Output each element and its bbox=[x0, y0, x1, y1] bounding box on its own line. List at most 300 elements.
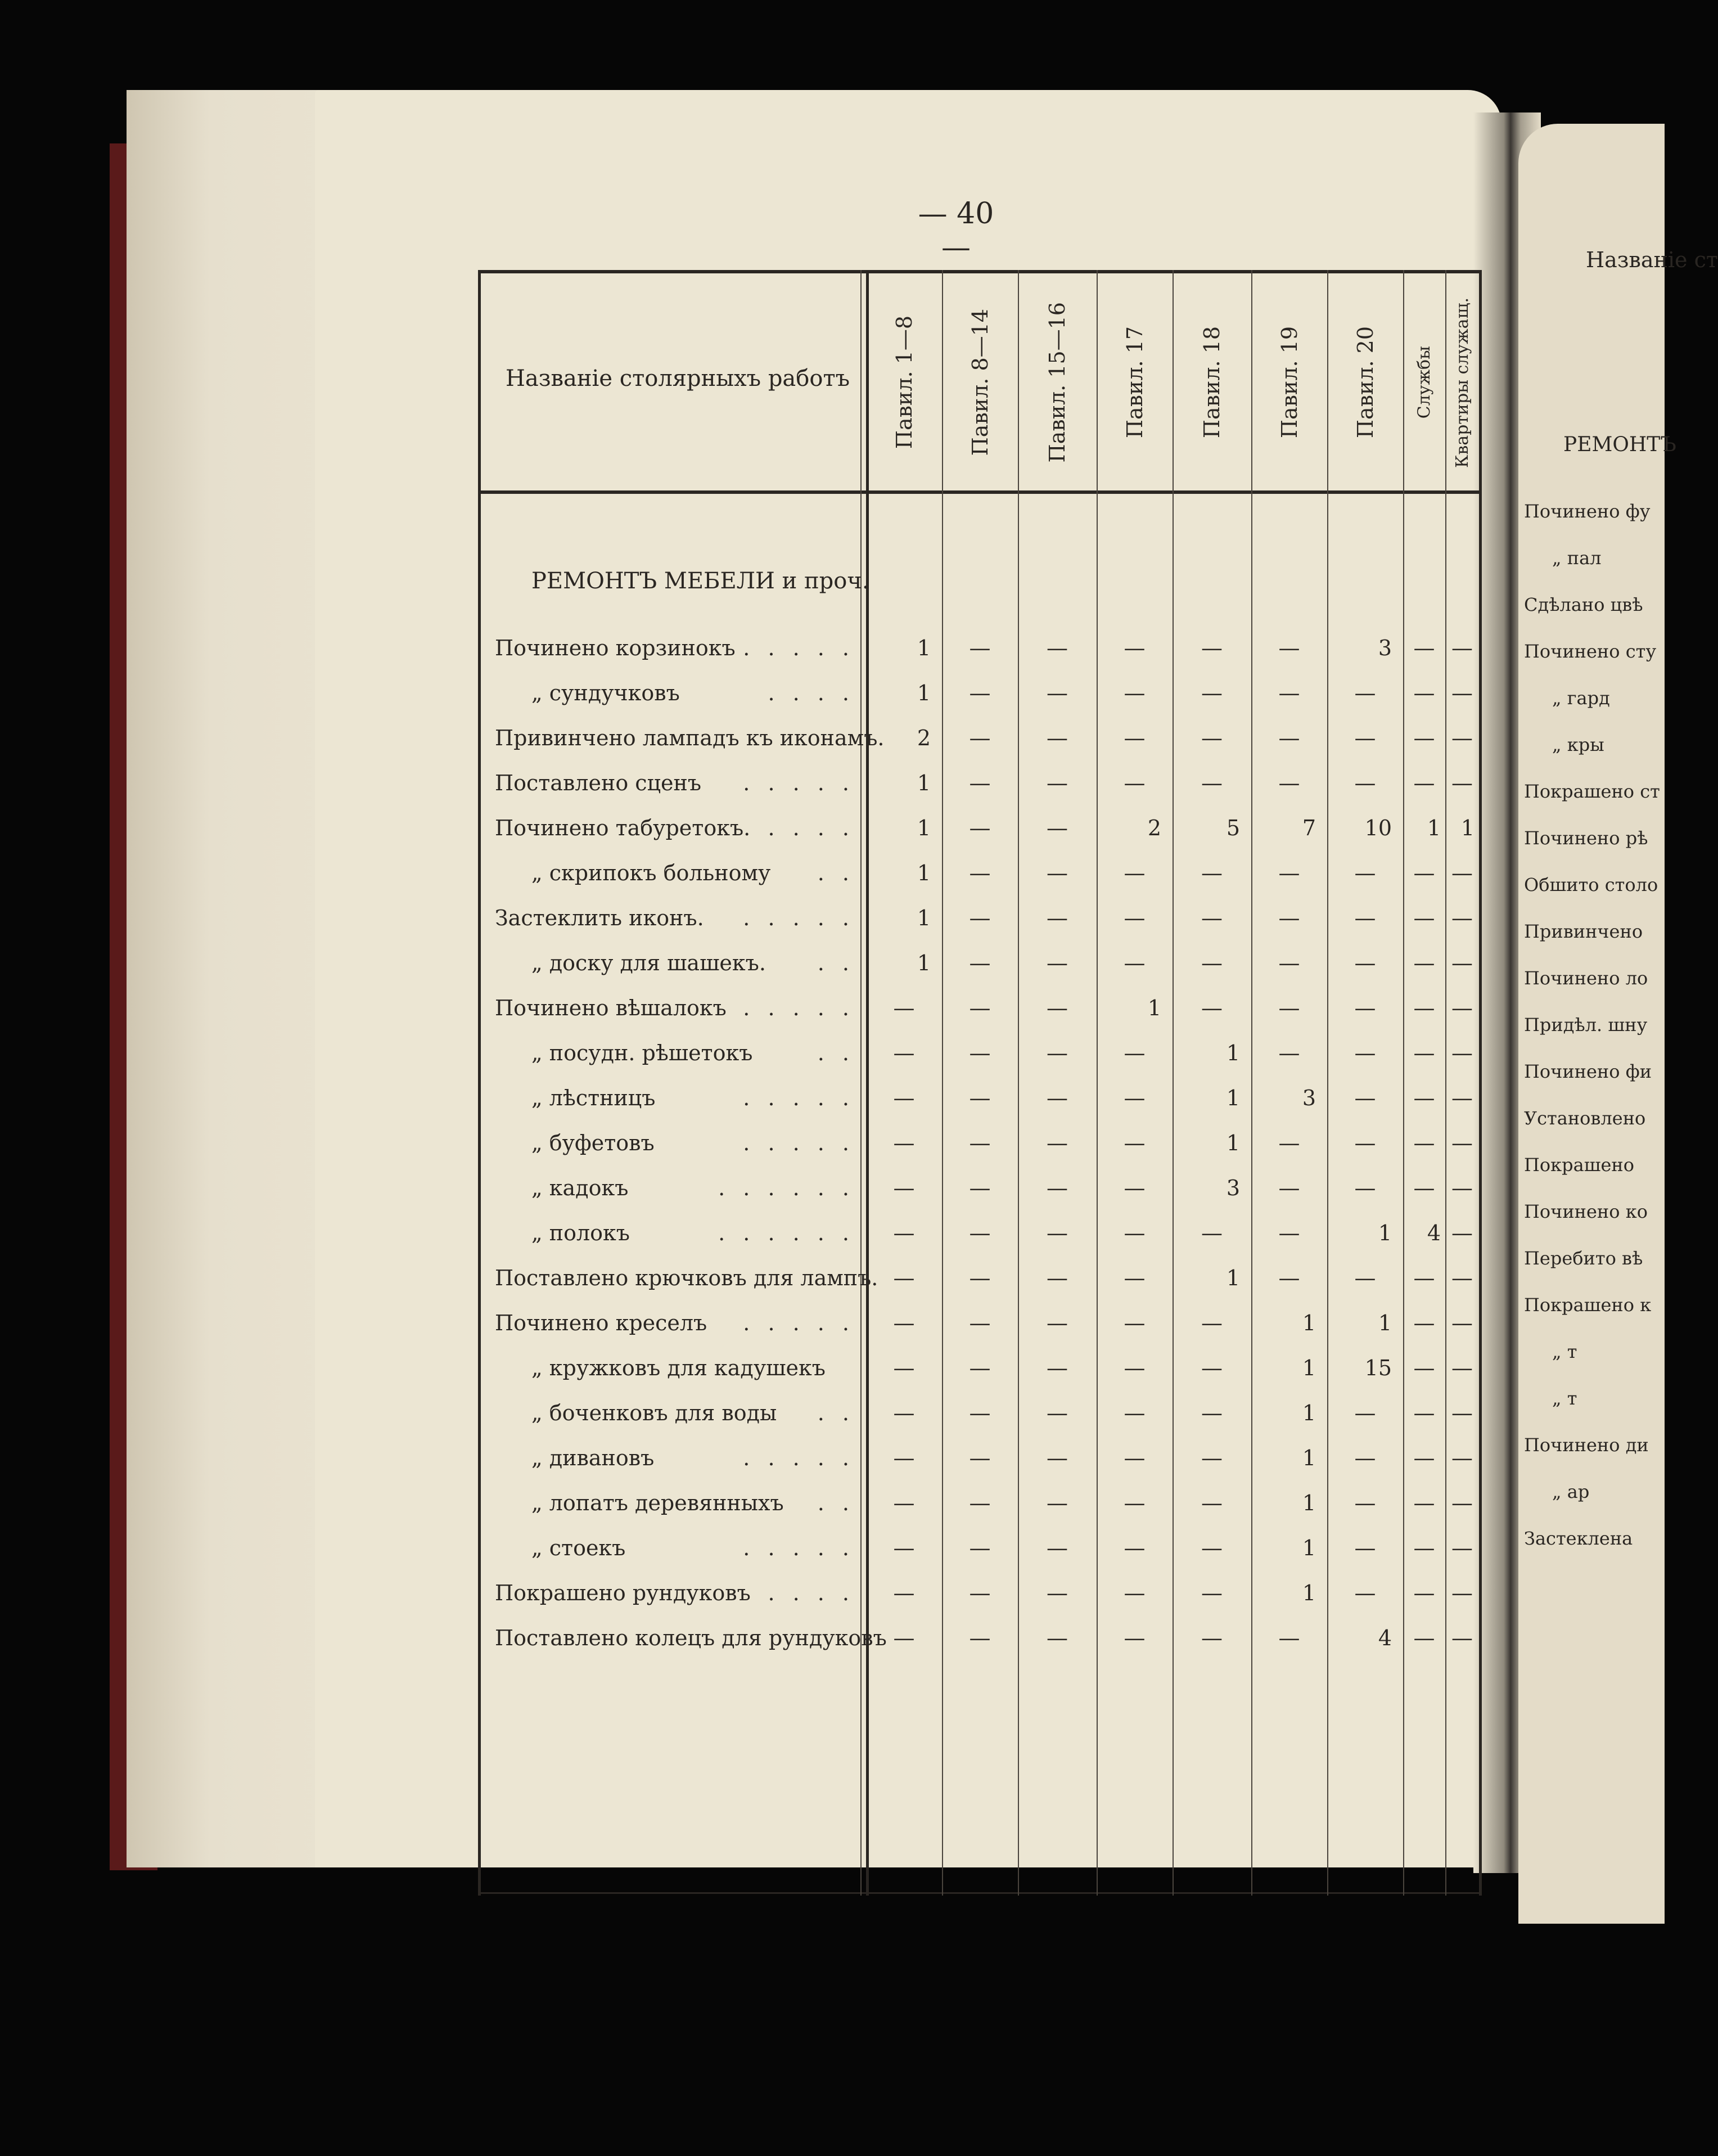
table-cell: — bbox=[969, 1176, 991, 1200]
page-edges bbox=[127, 90, 335, 1867]
header-rule bbox=[478, 490, 1482, 494]
table-cell: — bbox=[893, 1491, 915, 1515]
table-cell: — bbox=[1047, 816, 1068, 840]
table-cell: — bbox=[1354, 1266, 1376, 1290]
column-header-label: Службы bbox=[1414, 346, 1434, 419]
table-cell: — bbox=[1124, 1581, 1146, 1605]
right-page-row-label: Покрашено ст bbox=[1524, 781, 1660, 802]
table-cell: — bbox=[1413, 636, 1435, 660]
table-cell: — bbox=[1124, 726, 1146, 750]
table-cell: 1 bbox=[917, 816, 931, 840]
row-label: „ полокъ bbox=[531, 1221, 630, 1245]
table-cell: — bbox=[1354, 1131, 1376, 1155]
table-cell: — bbox=[1451, 726, 1473, 750]
table-cell: — bbox=[1124, 1536, 1146, 1560]
table-cell: — bbox=[1124, 1356, 1146, 1380]
table-cell: — bbox=[1354, 1491, 1376, 1515]
row-label: Застеклить иконъ. bbox=[495, 906, 704, 930]
table-cell: — bbox=[893, 996, 915, 1020]
table-cell: — bbox=[1354, 861, 1376, 885]
column-header bbox=[1018, 287, 1097, 478]
column-header bbox=[1173, 287, 1251, 478]
table-cell: — bbox=[1413, 861, 1435, 885]
leader-dots: . . . . . bbox=[743, 1446, 855, 1470]
table-cell: — bbox=[1278, 726, 1300, 750]
table-cell: 1 bbox=[917, 681, 931, 705]
table-cell: — bbox=[1124, 906, 1146, 930]
table-cell: — bbox=[969, 636, 991, 660]
table-cell: — bbox=[893, 1536, 915, 1560]
table-cell: — bbox=[969, 1041, 991, 1065]
right-page-row-label: Установлено bbox=[1524, 1108, 1646, 1129]
table-cell: — bbox=[1047, 1536, 1068, 1560]
right-page-row-label: „ ар bbox=[1552, 1481, 1590, 1502]
table-cell: 1 bbox=[1147, 996, 1161, 1020]
name-column-header: Названіе столярныхъ работъ bbox=[505, 366, 850, 391]
table-cell: 1 bbox=[1427, 816, 1441, 840]
right-page-row-label: Починено ло bbox=[1524, 967, 1648, 989]
leader-dots: . . bbox=[817, 951, 855, 975]
table-cell: 1 bbox=[1226, 1266, 1240, 1290]
column-header bbox=[866, 287, 942, 478]
table-cell: 1 bbox=[1302, 1581, 1316, 1605]
table-row bbox=[478, 1536, 1482, 1581]
section-title: РЕМОНТЪ МЕБЕЛИ и проч. bbox=[531, 568, 869, 594]
table-cell: — bbox=[1413, 1266, 1435, 1290]
table-cell: — bbox=[1201, 636, 1223, 660]
table-cell: — bbox=[969, 816, 991, 840]
table-cell: 1 bbox=[917, 906, 931, 930]
table-cell: — bbox=[969, 1446, 991, 1470]
table-cell: — bbox=[1413, 1041, 1435, 1065]
table-cell: — bbox=[1201, 681, 1223, 705]
table-cell: — bbox=[1047, 996, 1068, 1020]
table-cell: 10 bbox=[1364, 816, 1392, 840]
table-cell: — bbox=[1124, 1176, 1146, 1200]
table-cell: — bbox=[1124, 951, 1146, 975]
right-page-row-label: Починено фи bbox=[1524, 1061, 1652, 1082]
table-cell: — bbox=[1201, 861, 1223, 885]
table-cell: — bbox=[1451, 1356, 1473, 1380]
right-page-row-label: Покрашено к bbox=[1524, 1294, 1652, 1316]
table-cell: 1 bbox=[1302, 1356, 1316, 1380]
right-page-row-label: Обшито столо bbox=[1524, 874, 1658, 895]
right-page-row-label: „ пал bbox=[1552, 547, 1602, 569]
table-cell: — bbox=[1354, 726, 1376, 750]
table-cell: — bbox=[1124, 1086, 1146, 1110]
table-cell: — bbox=[1278, 1041, 1300, 1065]
table-cell: — bbox=[1451, 1311, 1473, 1335]
table-cell: 1 bbox=[917, 771, 931, 795]
right-page-row-label: Починено фу bbox=[1524, 501, 1651, 522]
table-row bbox=[478, 996, 1482, 1041]
column-header-label: Павил. 8—14 bbox=[967, 309, 993, 456]
right-page-row-label: Починено ко bbox=[1524, 1201, 1648, 1222]
leader-dots: . . . . . bbox=[743, 906, 855, 930]
table-cell: — bbox=[1354, 771, 1376, 795]
table-cell: 7 bbox=[1302, 816, 1316, 840]
table-cell: 15 bbox=[1364, 1356, 1392, 1380]
table-cell: — bbox=[1451, 1041, 1473, 1065]
table-cell: — bbox=[893, 1311, 915, 1335]
column-header bbox=[942, 287, 1018, 478]
table-row bbox=[478, 1356, 1482, 1401]
row-label: „ кружковъ для кадушекъ bbox=[531, 1356, 826, 1380]
leader-dots: . . . . . . bbox=[718, 1221, 855, 1245]
table-cell: — bbox=[1047, 1176, 1068, 1200]
table-cell: — bbox=[1201, 771, 1223, 795]
table-cell: — bbox=[1451, 996, 1473, 1020]
table-cell: — bbox=[969, 1491, 991, 1515]
table-row bbox=[478, 951, 1482, 996]
table-cell: — bbox=[1047, 906, 1068, 930]
table-cell: — bbox=[1451, 636, 1473, 660]
row-label: Починено креселъ bbox=[495, 1311, 707, 1335]
row-label: „ дивановъ bbox=[531, 1446, 655, 1470]
table-cell: — bbox=[1354, 1536, 1376, 1560]
table-cell: 4 bbox=[1427, 1221, 1441, 1245]
table-cell: — bbox=[1413, 1086, 1435, 1110]
table-cell: — bbox=[1201, 1356, 1223, 1380]
table-cell: — bbox=[1047, 1446, 1068, 1470]
table-cell: 1 bbox=[1302, 1311, 1316, 1335]
leader-dots: . . . . . . bbox=[718, 1176, 855, 1200]
right-page-row-label: Починено сту bbox=[1524, 641, 1657, 662]
table-row bbox=[478, 816, 1482, 861]
table-cell: — bbox=[893, 1581, 915, 1605]
table-cell: — bbox=[893, 1626, 915, 1650]
table-cell: — bbox=[1413, 1446, 1435, 1470]
table-cell: — bbox=[1201, 1401, 1223, 1425]
table-cell: — bbox=[893, 1356, 915, 1380]
table-cell: — bbox=[893, 1176, 915, 1200]
table-cell: — bbox=[1354, 1401, 1376, 1425]
leader-dots: . . . . bbox=[768, 1581, 855, 1605]
table-cell: — bbox=[1124, 681, 1146, 705]
table-cell: — bbox=[969, 861, 991, 885]
right-page-row-label: „ кры bbox=[1552, 734, 1604, 755]
right-page-row-label: „ т bbox=[1552, 1388, 1577, 1409]
table-cell: — bbox=[1124, 1311, 1146, 1335]
table-cell: — bbox=[1201, 1536, 1223, 1560]
table-cell: — bbox=[1451, 681, 1473, 705]
row-label: „ лопатъ деревянныхъ bbox=[531, 1491, 784, 1515]
table-cell: — bbox=[1047, 636, 1068, 660]
table-cell: — bbox=[1047, 681, 1068, 705]
table-cell: — bbox=[969, 1311, 991, 1335]
table-row bbox=[478, 636, 1482, 681]
table-cell: — bbox=[1124, 1041, 1146, 1065]
table-cell: — bbox=[1124, 1626, 1146, 1650]
table-cell: — bbox=[893, 1221, 915, 1245]
table-cell: — bbox=[969, 681, 991, 705]
page-number: — 40 — bbox=[918, 197, 994, 264]
column-header-label: Павил. 20 bbox=[1352, 326, 1378, 439]
table-cell: 1 bbox=[1302, 1401, 1316, 1425]
table-cell: — bbox=[1124, 1221, 1146, 1245]
table-cell: — bbox=[969, 1266, 991, 1290]
table-cell: — bbox=[1354, 996, 1376, 1020]
row-label: „ боченковъ для воды bbox=[531, 1401, 777, 1425]
row-label: Починено корзинокъ bbox=[495, 636, 736, 660]
table-cell: — bbox=[1278, 861, 1300, 885]
table-cell: — bbox=[1047, 1041, 1068, 1065]
table-cell: — bbox=[1451, 1491, 1473, 1515]
table-cell: — bbox=[969, 906, 991, 930]
right-page-row-label: „ т bbox=[1552, 1341, 1577, 1362]
column-header-label: Павил. 1—8 bbox=[891, 316, 917, 449]
table-cell: — bbox=[1124, 636, 1146, 660]
table-cell: 1 bbox=[1460, 816, 1474, 840]
table-cell: — bbox=[1124, 1401, 1146, 1425]
row-label: „ лѣстницъ bbox=[531, 1086, 656, 1110]
table-cell: — bbox=[1278, 1266, 1300, 1290]
table-cell: — bbox=[1278, 996, 1300, 1020]
leader-dots: . . . . . bbox=[743, 996, 855, 1020]
table-cell: — bbox=[1201, 906, 1223, 930]
table-cell: 1 bbox=[1302, 1446, 1316, 1470]
table-cell: 3 bbox=[1226, 1176, 1240, 1200]
column-header bbox=[1251, 287, 1327, 478]
table-cell: — bbox=[1413, 996, 1435, 1020]
table-cell: — bbox=[1451, 1221, 1473, 1245]
leader-dots: . . . . . bbox=[743, 636, 855, 660]
table-cell: — bbox=[1451, 1176, 1473, 1200]
table-cell: 2 bbox=[1147, 816, 1161, 840]
table-row bbox=[478, 1446, 1482, 1491]
table-cell: — bbox=[1047, 1356, 1068, 1380]
row-label: „ доску для шашекъ. bbox=[531, 951, 766, 975]
row-label: Покрашено рундуковъ bbox=[495, 1581, 751, 1605]
table-cell: — bbox=[1047, 1581, 1068, 1605]
table-row bbox=[478, 861, 1482, 906]
table-cell: — bbox=[969, 1536, 991, 1560]
table-top-rule bbox=[478, 270, 1482, 273]
column-header bbox=[1097, 287, 1173, 478]
row-label: „ посудн. рѣшетокъ bbox=[531, 1041, 753, 1065]
table-cell: — bbox=[1278, 681, 1300, 705]
table-cell: — bbox=[1354, 951, 1376, 975]
column-header-label: Павил. 15—16 bbox=[1045, 302, 1070, 463]
right-page-row-label: Перебито вѣ bbox=[1524, 1248, 1643, 1269]
table-cell: — bbox=[1451, 1536, 1473, 1560]
table-cell: — bbox=[1451, 861, 1473, 885]
table-cell: — bbox=[893, 1041, 915, 1065]
table-cell: — bbox=[1451, 1446, 1473, 1470]
table-cell: — bbox=[1201, 726, 1223, 750]
table-cell: 2 bbox=[917, 726, 931, 750]
table-cell: — bbox=[1413, 1401, 1435, 1425]
leader-dots: . . . . bbox=[768, 681, 855, 705]
column-header-label: Павил. 18 bbox=[1200, 326, 1224, 439]
leader-dots: . . . . bbox=[768, 816, 855, 840]
table-cell: — bbox=[1201, 1221, 1223, 1245]
table-cell: — bbox=[893, 1086, 915, 1110]
table-cell: 1 bbox=[1378, 1311, 1392, 1335]
column-header-label: Павил. 17 bbox=[1122, 326, 1147, 439]
leader-dots: . . . . . bbox=[743, 771, 855, 795]
table-cell: 3 bbox=[1378, 636, 1392, 660]
table-cell: — bbox=[1047, 1221, 1068, 1245]
table-cell: — bbox=[1413, 1311, 1435, 1335]
table-cell: — bbox=[1278, 1626, 1300, 1650]
table-cell: — bbox=[1413, 906, 1435, 930]
column-header-label: Квартиры служащ. bbox=[1452, 297, 1472, 468]
table-cell: — bbox=[1047, 951, 1068, 975]
table-cell: — bbox=[1278, 1131, 1300, 1155]
table-cell: — bbox=[1047, 861, 1068, 885]
table-row bbox=[478, 1491, 1482, 1536]
table-row bbox=[478, 771, 1482, 816]
table-cell: — bbox=[1354, 681, 1376, 705]
leader-dots: . . bbox=[817, 1491, 855, 1515]
table-cell: — bbox=[1413, 1131, 1435, 1155]
table-row bbox=[478, 906, 1482, 951]
table-cell: — bbox=[1201, 1626, 1223, 1650]
table-cell: — bbox=[1278, 636, 1300, 660]
table-cell: — bbox=[1124, 1446, 1146, 1470]
row-label: „ кадокъ bbox=[531, 1176, 629, 1200]
right-page-row-label: Починено ди bbox=[1524, 1434, 1649, 1456]
row-label: Починено табуретокъ. bbox=[495, 816, 751, 840]
right-page-row-label: Придѣл. шну bbox=[1524, 1014, 1648, 1036]
table-cell: — bbox=[1047, 1266, 1068, 1290]
table-cell: — bbox=[1413, 1536, 1435, 1560]
leader-dots: . . . . . bbox=[743, 1086, 855, 1110]
leader-dots: . . . . . bbox=[743, 1536, 855, 1560]
table-cell: — bbox=[1201, 1446, 1223, 1470]
table-cell: — bbox=[1201, 951, 1223, 975]
table-row bbox=[478, 1131, 1482, 1176]
table-row bbox=[478, 1221, 1482, 1266]
table-cell: — bbox=[1278, 951, 1300, 975]
table-row bbox=[478, 1041, 1482, 1086]
table-cell: — bbox=[1047, 1311, 1068, 1335]
table-cell: — bbox=[1413, 1581, 1435, 1605]
table-cell: — bbox=[1278, 1221, 1300, 1245]
table-cell: — bbox=[1413, 771, 1435, 795]
table-cell: — bbox=[1124, 1266, 1146, 1290]
table-cell: — bbox=[1201, 1311, 1223, 1335]
table-cell: — bbox=[969, 1626, 991, 1650]
table-row bbox=[478, 1626, 1482, 1671]
row-label: Поставлено сценъ bbox=[495, 771, 701, 795]
table-cell: 1 bbox=[1226, 1086, 1240, 1110]
table-cell: — bbox=[1354, 1581, 1376, 1605]
table-cell: 1 bbox=[1226, 1041, 1240, 1065]
table-cell: — bbox=[969, 1221, 991, 1245]
column-header-label: Павил. 19 bbox=[1277, 326, 1302, 439]
table-cell: — bbox=[1354, 1446, 1376, 1470]
table-cell: — bbox=[1278, 906, 1300, 930]
table-cell: — bbox=[1354, 1086, 1376, 1110]
row-label: Починено вѣшалокъ bbox=[495, 996, 727, 1020]
table-cell: — bbox=[893, 1131, 915, 1155]
table-cell: — bbox=[1451, 1626, 1473, 1650]
right-page-row-label: „ гард bbox=[1552, 687, 1610, 709]
table-cell: — bbox=[969, 951, 991, 975]
table-cell: — bbox=[1451, 951, 1473, 975]
right-page-row-label: Застеклена bbox=[1524, 1528, 1633, 1549]
table-cell: — bbox=[1047, 1626, 1068, 1650]
row-label: „ сундучковъ bbox=[531, 681, 680, 705]
right-page-row-label: Покрашено bbox=[1524, 1154, 1635, 1176]
table-row bbox=[478, 1311, 1482, 1356]
table-cell: — bbox=[1451, 1401, 1473, 1425]
table-cell: — bbox=[1451, 1581, 1473, 1605]
column-header bbox=[1327, 287, 1403, 478]
table-cell: — bbox=[1413, 1356, 1435, 1380]
table-cell: — bbox=[1124, 771, 1146, 795]
table-cell: — bbox=[969, 1356, 991, 1380]
table-cell: 1 bbox=[1226, 1131, 1240, 1155]
row-label: „ буфетовъ bbox=[531, 1131, 655, 1155]
table-cell: — bbox=[1451, 771, 1473, 795]
table-cell: — bbox=[1354, 1041, 1376, 1065]
table-cell: — bbox=[1201, 996, 1223, 1020]
table-cell: — bbox=[1278, 1176, 1300, 1200]
leader-dots: . . . . . bbox=[743, 1131, 855, 1155]
leader-dots: . . . . . bbox=[743, 1311, 855, 1335]
row-label: Привинчено лампадъ къ иконамъ. bbox=[495, 726, 885, 750]
table-cell: — bbox=[1047, 1086, 1068, 1110]
table-row bbox=[478, 1581, 1482, 1626]
table-cell: — bbox=[1451, 1086, 1473, 1110]
table-cell: — bbox=[893, 1266, 915, 1290]
row-label: „ скрипокъ больному bbox=[531, 861, 771, 885]
table-cell: 1 bbox=[917, 861, 931, 885]
table-cell: — bbox=[893, 1401, 915, 1425]
table-cell: 3 bbox=[1302, 1086, 1316, 1110]
table-cell: — bbox=[1124, 861, 1146, 885]
table-row bbox=[478, 1086, 1482, 1131]
row-label: „ стоекъ bbox=[531, 1536, 626, 1560]
table-cell: 1 bbox=[1302, 1491, 1316, 1515]
table-cell: 5 bbox=[1226, 816, 1240, 840]
table-cell: — bbox=[969, 1086, 991, 1110]
row-label: Поставлено колецъ для рундуковъ bbox=[495, 1626, 887, 1650]
table-cell: — bbox=[1413, 1176, 1435, 1200]
table-row bbox=[478, 1401, 1482, 1446]
table-cell: — bbox=[969, 1131, 991, 1155]
table-row bbox=[478, 726, 1482, 771]
table-cell: 4 bbox=[1378, 1626, 1392, 1650]
table-cell: — bbox=[1354, 906, 1376, 930]
table-cell: — bbox=[1413, 681, 1435, 705]
column-header bbox=[1403, 287, 1445, 478]
leader-dots: . . bbox=[817, 1041, 855, 1065]
table-cell: — bbox=[1124, 1491, 1146, 1515]
carpentry-table bbox=[478, 270, 1482, 1901]
table-cell: — bbox=[1413, 1491, 1435, 1515]
table-cell: — bbox=[1451, 906, 1473, 930]
table-cell: — bbox=[1201, 1491, 1223, 1515]
table-cell: — bbox=[1047, 1131, 1068, 1155]
table-cell: — bbox=[1124, 1131, 1146, 1155]
table-row bbox=[478, 1176, 1482, 1221]
right-page-row-label: Сдѣлано цвѣ bbox=[1524, 594, 1643, 615]
right-page-row-label: Починено рѣ bbox=[1524, 827, 1648, 849]
table-bottom-rule bbox=[478, 1892, 1482, 1894]
row-label: Поставлено крючковъ для лампъ. bbox=[495, 1266, 878, 1290]
table-cell: — bbox=[893, 1446, 915, 1470]
table-cell: — bbox=[1451, 1131, 1473, 1155]
right-page-header: Названіе ст bbox=[1586, 247, 1718, 272]
table-cell: — bbox=[969, 996, 991, 1020]
table-cell: — bbox=[1047, 1491, 1068, 1515]
right-page-row-label: Привинчено bbox=[1524, 921, 1643, 942]
table-cell: — bbox=[1413, 1626, 1435, 1650]
